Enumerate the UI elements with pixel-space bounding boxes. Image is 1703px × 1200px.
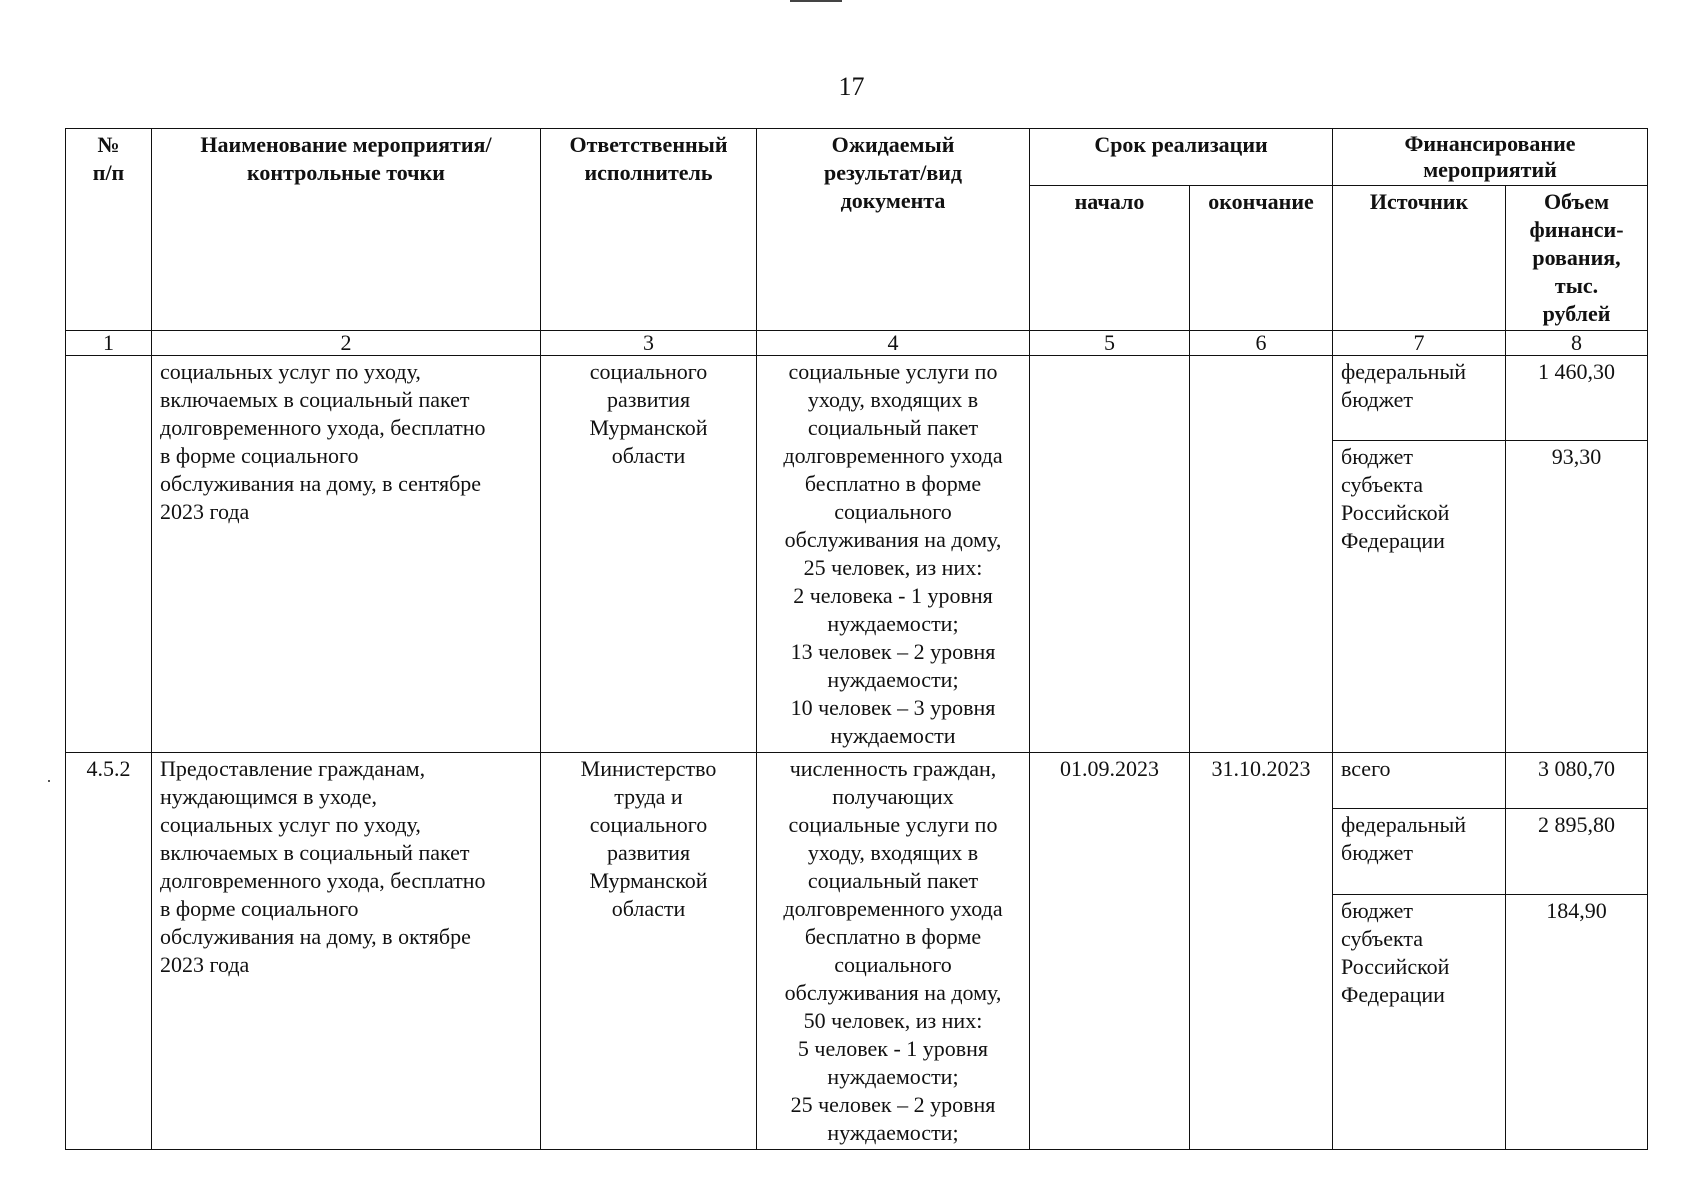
row-result: численность граждан, получающих социальные услуги по уходу, входящих в социальный пакет долговременного ухода бесплатно в форме социального обслуживания на дому, 50 человек, из них: 5 человек - 1 уровня нуждаемости; 25 человек – 2 уровня нуждаемости; [757, 753, 1030, 1150]
row-start: 01.09.2023 [1030, 753, 1190, 1150]
header-term: Срок реализации [1030, 129, 1333, 186]
table-row [66, 753, 1648, 809]
row-name: Предоставление гражданам, нуждающимся в уходе, социальных услуг по уходу, включаемых в социальный пакет долговременного ухода, бесплатно в форме социального обслуживания на дому, в октябре 2023 года [152, 753, 541, 1150]
col-number: 2 [152, 331, 541, 356]
row-end [1190, 356, 1333, 753]
header-result: Ожидаемый результат/вид документа [757, 129, 1030, 331]
funding-volume: 1 460,30 [1506, 356, 1648, 441]
header-source: Источник [1333, 186, 1506, 331]
row-executor: социального развития Мурманской области [541, 356, 757, 753]
funding-source: бюджет субъекта Российской Федерации [1333, 895, 1506, 1150]
header-volume: Объем финанси- рования, тыс. рублей [1506, 186, 1648, 331]
row-num [66, 356, 152, 753]
col-number: 7 [1333, 331, 1506, 356]
funding-source: федеральный бюджет [1333, 356, 1506, 441]
header-name: Наименование мероприятия/ контрольные точки [152, 129, 541, 331]
activities-table [65, 128, 1648, 1150]
top-edge-mark [790, 0, 842, 2]
table-row [66, 356, 1648, 441]
col-number: 1 [66, 331, 152, 356]
col-number: 4 [757, 331, 1030, 356]
column-number-row [66, 331, 1648, 356]
row-start [1030, 356, 1190, 753]
header-executor: Ответственный исполнитель [541, 129, 757, 331]
col-number: 5 [1030, 331, 1190, 356]
funding-volume: 2 895,80 [1506, 809, 1648, 895]
row-name: социальных услуг по уходу, включаемых в социальный пакет долговременного ухода, бесплатно в форме социального обслуживания на дому, в сентябре 2023 года [152, 356, 541, 753]
row-executor: Министерство труда и социального развития Мурманской области [541, 753, 757, 1150]
col-number: 8 [1506, 331, 1648, 356]
col-number: 6 [1190, 331, 1333, 356]
funding-volume: 184,90 [1506, 895, 1648, 1150]
header-end: окончание [1190, 186, 1333, 331]
funding-source: всего [1333, 753, 1506, 809]
row-result: социальные услуги по уходу, входящих в социальный пакет долговременного ухода бесплатно в форме социального обслуживания на дому, 25 человек, из них: 2 человека - 1 уровня нуждаемости; 13 человек – 2 уровня нуждаемости; 10 человек – 3 уровня нуждаемости [757, 356, 1030, 753]
row-num: 4.5.2 [66, 753, 152, 1150]
funding-source: федеральный бюджет [1333, 809, 1506, 895]
funding-volume: 93,30 [1506, 441, 1648, 753]
header-financing: Финансирование мероприятий [1333, 129, 1648, 186]
funding-source: бюджет субъекта Российской Федерации [1333, 441, 1506, 753]
page-number: 17 [838, 72, 865, 101]
funding-volume: 3 080,70 [1506, 753, 1648, 809]
col-number: 3 [541, 331, 757, 356]
header-start: начало [1030, 186, 1190, 331]
scan-dot [48, 780, 50, 782]
header-num: № п/п [66, 129, 152, 331]
row-end: 31.10.2023 [1190, 753, 1333, 1150]
